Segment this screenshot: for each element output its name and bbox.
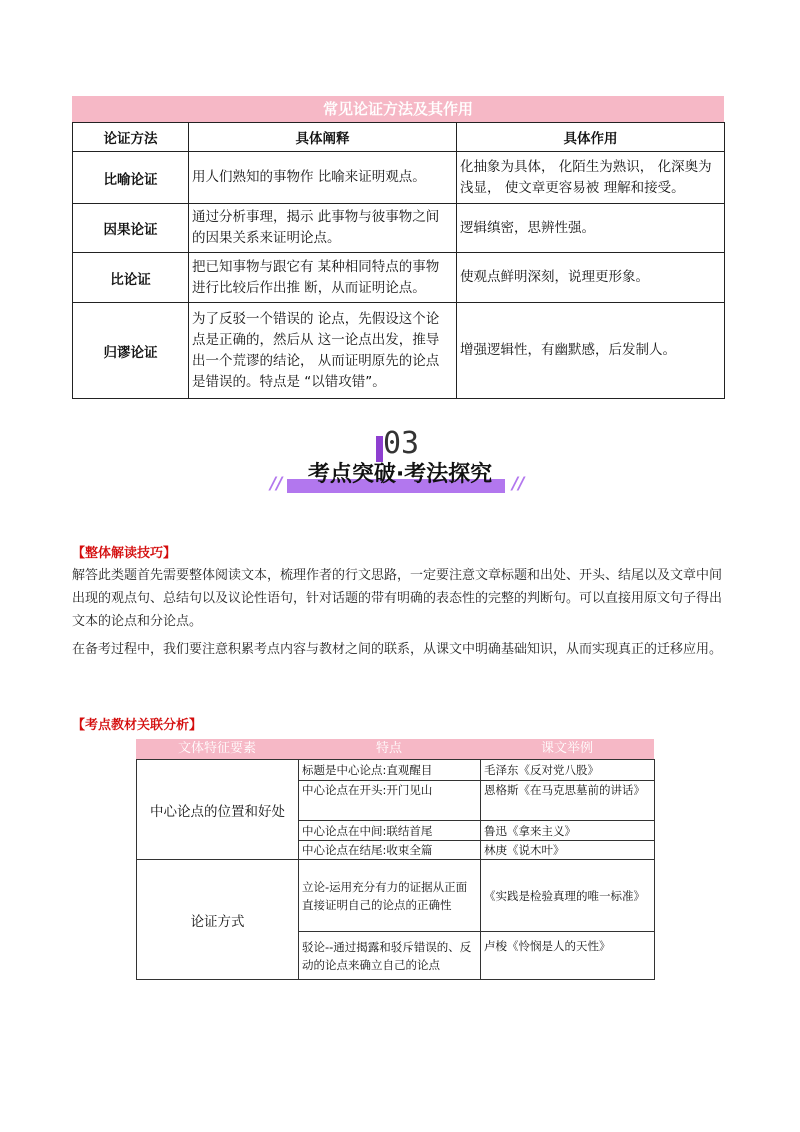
methods-table xyxy=(72,122,725,399)
method-cell: 比论证 xyxy=(73,253,189,303)
explain-cell: 通过分析事理，揭示 此事物与彼事物之间 的因果关系来证明论点。 xyxy=(189,204,457,253)
textbook-analysis-heading: 【考点教材关联分析】 xyxy=(72,718,203,733)
analysis-table-header xyxy=(136,739,654,759)
method-cell: 比喻论证 xyxy=(73,152,189,204)
table-row xyxy=(137,760,655,781)
table-row xyxy=(137,860,655,932)
example-cell: 林庚《说木叶》 xyxy=(481,841,655,860)
feature-cell: 中心论点在开头:开门见山 xyxy=(299,781,481,821)
element-cell: 中心论点的位置和好处 xyxy=(137,760,299,860)
section-title: 考点突破·考法探究 xyxy=(307,462,493,487)
example-cell: 鲁迅《拿来主义》 xyxy=(481,821,655,841)
effect-cell: 增强逻辑性，有幽默感，后发制人。 xyxy=(457,303,725,399)
effect-cell: 使观点鲜明深刻，说理更形象。 xyxy=(457,253,725,303)
reading-tips-heading: 【整体解读技巧】 xyxy=(72,546,177,561)
explain-cell: 把已知事物与跟它有 某种相同特点的事物 进行比较后作出推 断，从而证明论点。 xyxy=(189,253,457,303)
header-feature: 特点 xyxy=(375,741,402,756)
feature-cell: 中心论点在结尾:收束全篇 xyxy=(299,841,481,860)
feature-cell: 中心论点在中间:联结首尾 xyxy=(299,821,481,841)
header-method: 论证方法 xyxy=(73,123,189,152)
reading-tips-paragraph: 在备考过程中，我们要注意积累考点内容与教材之间的联系，从课文中明确基础知识，从而实现真正的迁移应用。 xyxy=(72,642,723,657)
section-number: 03 xyxy=(382,426,420,461)
explain-cell: 用人们熟知的事物作 比喻来证明观点。 xyxy=(189,152,457,204)
feature-cell: 标题是中心论点:直观醒目 xyxy=(299,760,481,781)
header-effect: 具体作用 xyxy=(457,123,725,152)
method-cell: 因果论证 xyxy=(73,204,189,253)
right-slash-decoration: // xyxy=(512,474,525,494)
table-row xyxy=(73,303,725,399)
methods-table-title: 常见论证方法及其作用 xyxy=(72,96,724,122)
example-cell: 卢梭《怜悯是人的天性》 xyxy=(481,932,655,980)
explain-cell: 为了反驳一个错误的 论点，先假设这个论 点是正确的，然后从 这一论点出发，推导 出一个荒谬的结论， 从而证明原先的论点 是错误的。特点是 “以错攻错”。 xyxy=(189,303,457,399)
left-slash-decoration: // xyxy=(270,474,283,494)
feature-cell: 驳论--通过揭露和驳斥错误的、反动的论点来确立自己的论点 xyxy=(299,932,481,980)
table-row xyxy=(73,152,725,204)
header-example: 课文举例 xyxy=(540,741,593,756)
example-cell: 毛泽东《反对党八股》 xyxy=(481,760,655,781)
method-cell: 归谬论证 xyxy=(73,303,189,399)
analysis-table xyxy=(136,759,655,980)
feature-cell: 立论-运用充分有力的证据从正面直接证明自己的论点的正确性 xyxy=(299,860,481,932)
table-header-row xyxy=(73,123,725,152)
header-element: 文体特征要素 xyxy=(177,741,256,756)
table-row xyxy=(73,253,725,303)
reading-tips-paragraph: 解答此类题首先需要整体阅读文本，梳理作者的行文思路，一定要注意文章标题和出处、开头、结尾以及文章中间出现的观点句、总结句以及议论性语句，针对话题的带有明确的表态性的完整的判断句。可以直接用原文句子得出文本的论点和分论点。 xyxy=(72,568,723,629)
element-cell: 论证方式 xyxy=(137,860,299,980)
header-explain: 具体阐释 xyxy=(189,123,457,152)
example-cell: 恩格斯《在马克思墓前的讲话》 xyxy=(481,781,655,821)
table-row xyxy=(73,204,725,253)
effect-cell: 逻辑缜密，思辨性强。 xyxy=(457,204,725,253)
effect-cell: 化抽象为具体， 化陌生为熟识， 化深奥为浅显， 使文章更容易被 理解和接受。 xyxy=(457,152,725,204)
example-cell: 《实践是检验真理的唯一标准》 xyxy=(481,860,655,932)
